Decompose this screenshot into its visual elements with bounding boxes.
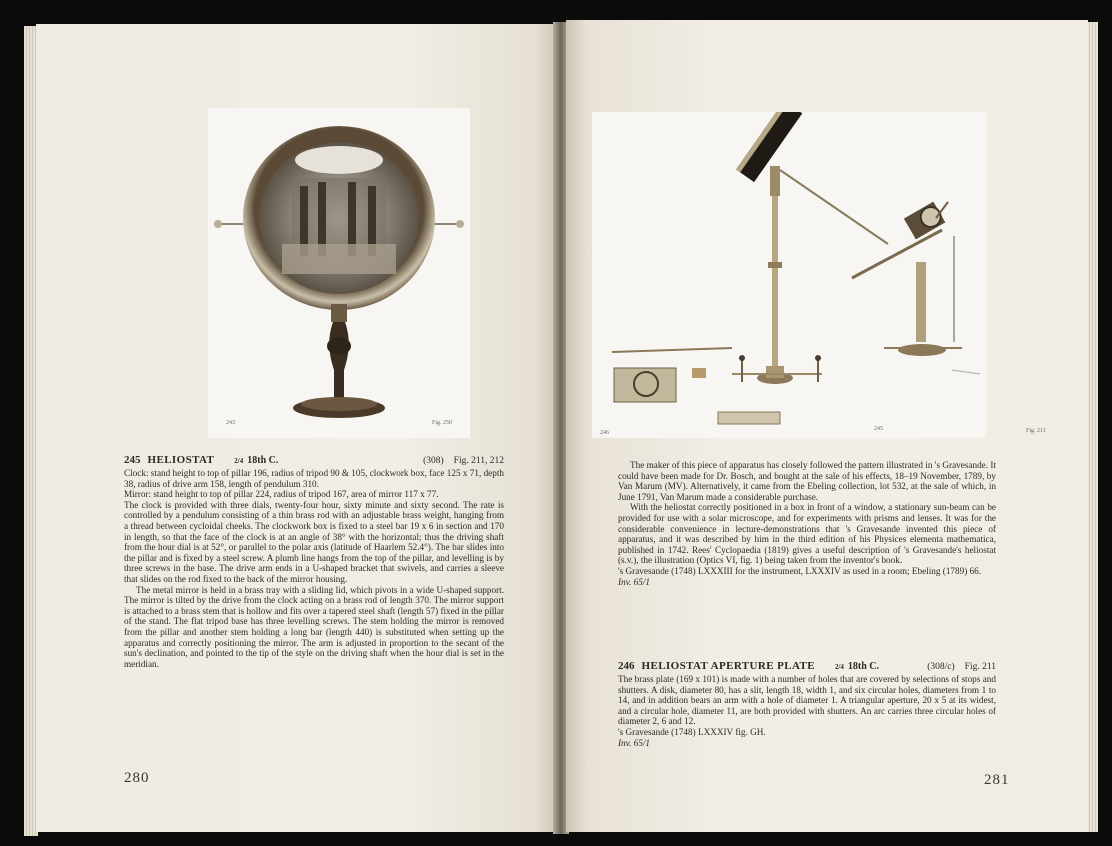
page-number-left: 280 bbox=[124, 770, 150, 786]
entry-number: 246 bbox=[618, 660, 635, 672]
entry-ref: (308) bbox=[423, 456, 444, 466]
entry-title: HELIOSTAT APERTURE PLATE bbox=[641, 660, 815, 672]
apparatus-illustration bbox=[592, 112, 986, 438]
entry-fraction: 2/4 bbox=[834, 663, 844, 671]
entry-ref: (308/c) bbox=[927, 662, 955, 672]
paragraph: The clock is provided with three dials, twenty-four hour, sixty minute and sixty second. The rate is controlled by a pendulum consisting of a thin brass rod with an adjustable brass weight, hanging from a thread between cycloidal cheeks. The clockwork box is fixed to a steel bar 19 x 6 in section and 170 in length, so that the face of the clock is at an angle of 38° with the horizontal; thus the driving shaft from the hour dial is at 52°, or parallel to the polar axis (latitude of Haarlem 52.4°). The bar slides into the pillar and is fixed by a steel screw. A plumb line hangs from the top of the pillar, and levelling is by three screws in the base. The drive arm ends in a U-shaped bracket that swivels, and carries a sleeve that slides on the rod fixed to the back of the mirror housing. bbox=[124, 499, 504, 584]
fig-number: 243 bbox=[226, 420, 235, 426]
right-page bbox=[566, 20, 1088, 832]
inventory-number: Inv. 65/1 bbox=[618, 576, 650, 587]
entry-fraction: 2/4 bbox=[234, 457, 244, 465]
entry-body-245-cont bbox=[618, 460, 996, 587]
entry-figures: Fig. 211 bbox=[964, 662, 996, 672]
fig-number-245: 245 bbox=[874, 426, 883, 432]
paragraph: The metal mirror is held in a brass tray with a sliding lid, which pivots in a wide U-shaped support. The mirror is tilted by the drive from the clock acting on a brass rod of length 370. The mirror support is attached to a brass stem that is hollow and fits over a tapered steel shaft (length 57) fixed in the pillar of the stand. The flat tripod base has three levelling screws. The stem holding the mirror is removed from the pillar and another stem holding a long bar (length 440) is substituted when setting up the apparatus and correctly positioning the mirror. The arm is adjusted in proportion to the secant of the sun's declination, and pointed to the tip of the style on the driving shaft when the hour dial is set in the meridian. bbox=[124, 584, 504, 669]
entry-body-245 bbox=[124, 468, 504, 669]
entry-figures: Fig. 211, 212 bbox=[453, 456, 504, 466]
mirror-illustration bbox=[208, 108, 470, 438]
entry-century: 18th C. bbox=[847, 661, 880, 672]
paragraph: The maker of this piece of apparatus has closely followed the pattern illustrated in 's Gravesande. It could have been made for Dr. Bosch, and bought at the sale of his effects, 18–19 November, 1789, by Van Marum (MV). Alternatively, it came from the Ebeling collection, lot 532, at the sale of which, in June 1791, Van Marum made a considerable purchase. bbox=[618, 460, 996, 502]
fig-caption: Fig. 250 bbox=[432, 420, 453, 426]
fig-number-246: 246 bbox=[600, 430, 609, 436]
paragraph: Mirror: stand height to top of pillar 224, radius of tripod 167, area of mirror 117 x 77. bbox=[124, 489, 439, 500]
paragraph: The brass plate (169 x 101) is made with a number of holes that are covered by selections of stops and shutters. A disk, diameter 80, has a slit, length 18, width 1, and six circular holes, diameters from 1 to 14, and in addition bears an arm with a hole of diameter 1. A triangular aperture, 20 x 5 at its widest, and a circular hole, diameter 11, are both provided with shutters. An arc carries three circular holes of diameter 2, 6 and 12. bbox=[618, 674, 996, 727]
inventory-number: Inv. 65/1 bbox=[618, 737, 650, 748]
paragraph: 's Gravesande (1748) LXXXIV fig. GH. bbox=[618, 726, 766, 737]
page-number-right: 281 bbox=[984, 772, 1010, 788]
heliostat-mirror-photo bbox=[208, 108, 470, 438]
paragraph: Clock: stand height to top of pillar 196, radius of tripod 90 & 105, clockwork box, face 125 x 71, depth 38, radius of drive arm 158, length of pendulum 310. bbox=[124, 468, 504, 489]
entry-heading-246 bbox=[618, 660, 996, 672]
entry-century: 18th C. bbox=[247, 455, 279, 466]
entry-title: HELIOSTAT bbox=[147, 454, 215, 466]
heliostat-apparatus-photo bbox=[592, 112, 986, 438]
paragraph: 's Gravesande (1748) LXXXIII for the instrument, LXXXIV as used in a room; Ebeling (1789) 66. bbox=[618, 565, 982, 576]
left-page bbox=[36, 24, 556, 832]
entry-heading-245 bbox=[124, 454, 504, 466]
fig-caption: Fig. 211 bbox=[1026, 428, 1046, 434]
entry-body-246 bbox=[618, 674, 996, 748]
paragraph: With the heliostat correctly positioned in a box in front of a window, a stationary sun-beam can be provided for use with a solar microscope, and for experiments with prisms and lenses. It was for the considerable convenience in lecture-demonstrations that 's Gravesande invented this piece of apparatus, and it was described by him in the third edition of his Physices elementa mathematica, published in 1742. Rees' Cyclopaedia (1819) gives a useful description of 's Gravesande's heliostat (s.v.), the illustration (Optics VI, fig. 1) being taken from the inventor's book. bbox=[618, 502, 996, 566]
entry-number: 245 bbox=[124, 454, 141, 466]
